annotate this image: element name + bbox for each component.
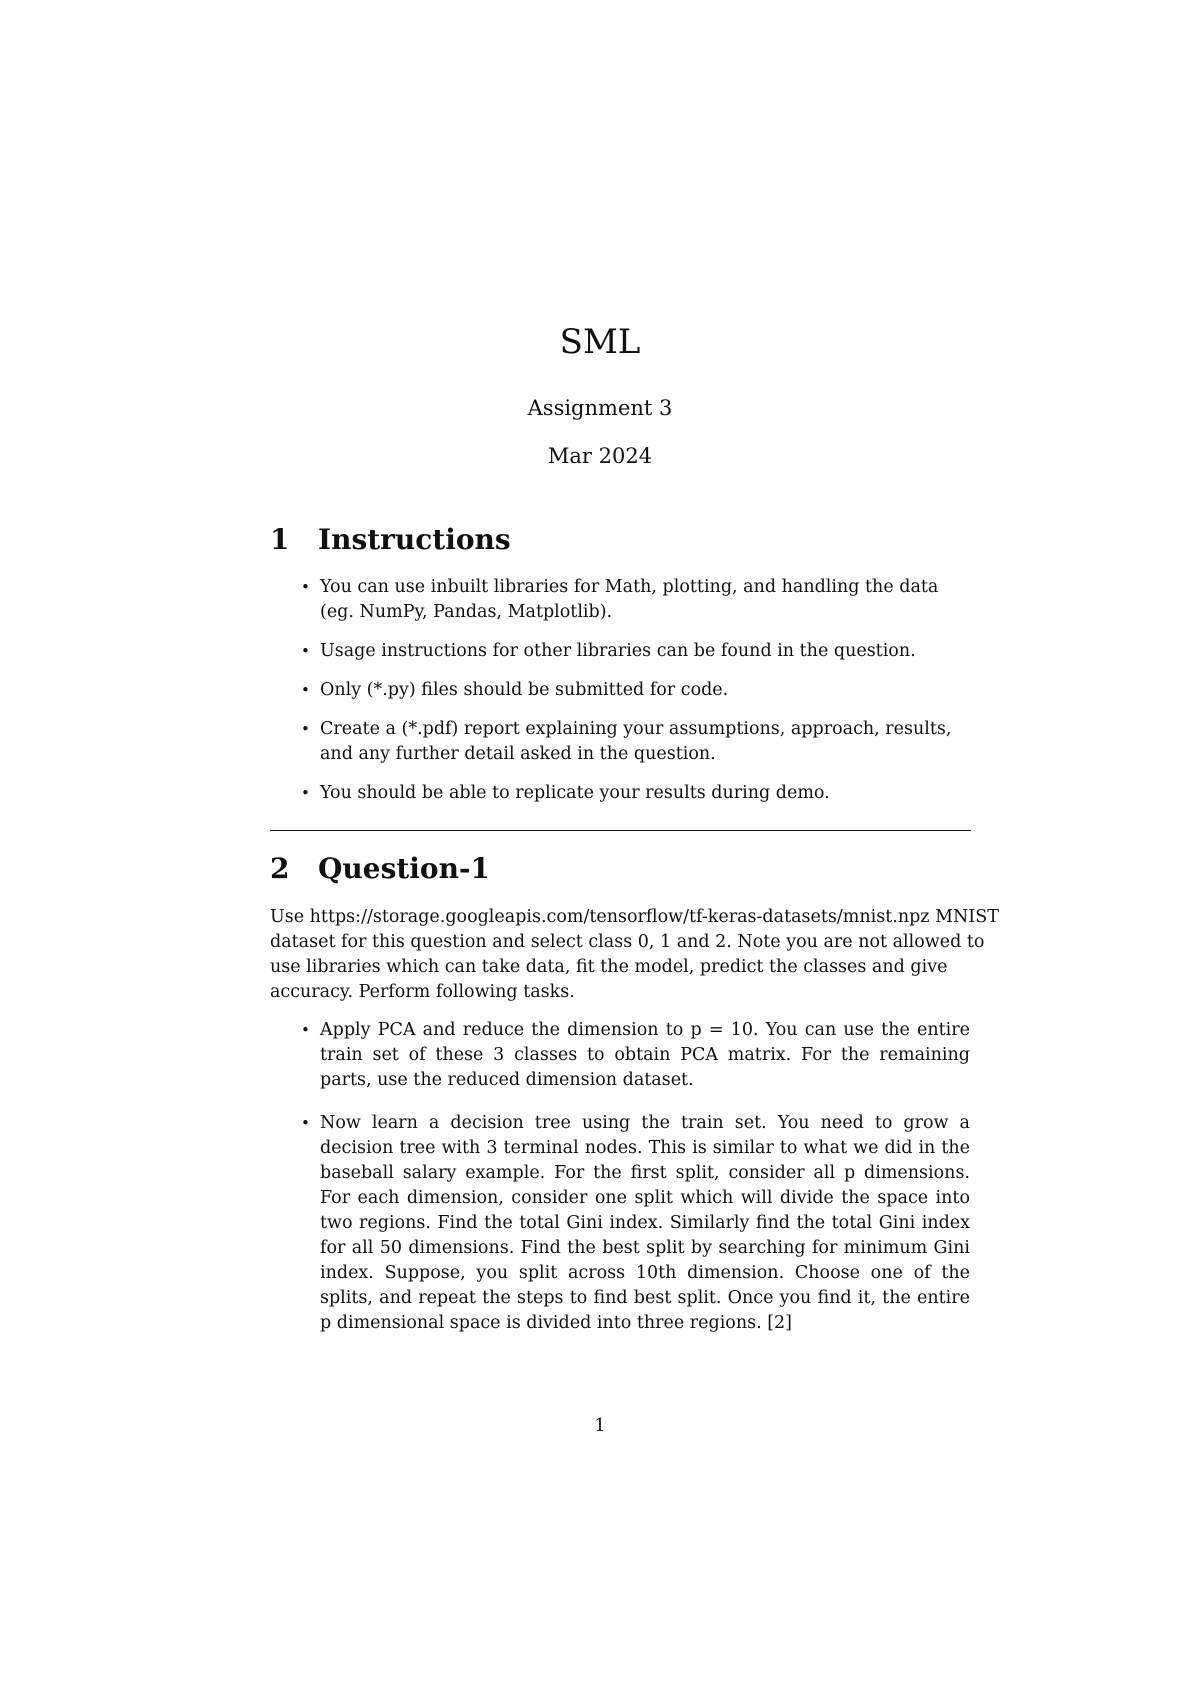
bullet-icon: •: [301, 642, 310, 660]
section-heading-question-1: [270, 852, 490, 886]
list-item: • Create a (*.pdf) report explaining your assumptions, approach, results, and any further detail asked in the question.: [301, 719, 952, 764]
list-item: • Usage instructions for other libraries can be found in the question.: [320, 639, 970, 664]
section-heading-instructions: [270, 523, 511, 557]
section-number: 2: [270, 852, 290, 885]
bullet-icon: •: [301, 1021, 310, 1039]
question-task-list: [301, 1018, 970, 1354]
bullet-icon: •: [301, 720, 310, 738]
document-title: SML: [559, 322, 641, 362]
instructions-list: [301, 575, 970, 820]
bullet-icon: •: [301, 784, 310, 802]
list-item: • Now learn a decision tree using the train set. You need to grow a decision tree with 3 terminal nodes. This is similar to what we did in the baseball salary example. For the first split, consider all p dimensions. For each dimension, consider one split which will divide the space into two regions. Find the total Gini index. Similarly find the total Gini index for all 50 dimensions. Find the best split by searching for minimum Gini index. Suppose, you split across 10th dimension. Choose one of the splits, and repeat the steps to find best split. Once you find it, the entire p dimensional space is divided into three regions. [2]: [301, 1113, 970, 1333]
page-number: 1: [594, 1415, 606, 1436]
bullet-icon: •: [301, 681, 310, 699]
list-item: • You can use inbuilt libraries for Math, plotting, and handling the data (eg. NumPy, Pandas, Matplotlib).: [301, 577, 939, 622]
horizontal-divider: [270, 830, 971, 831]
bullet-icon: •: [301, 578, 310, 596]
document-subtitle: Assignment 3: [527, 396, 673, 420]
list-item: • Only (*.py) files should be submitted for code.: [320, 678, 970, 703]
bullet-icon: •: [301, 1114, 310, 1132]
question-intro-paragraph: Use https://storage.googleapis.com/tensorflow/tf-keras-datasets/mnist.npz MNIST dataset for this question and select class 0, 1 and 2. Note you are not allowed to use libraries which can take data, fit the model, predict the classes and give accuracy. Perform following tasks.: [270, 907, 999, 1002]
section-title: Question-1: [318, 852, 491, 885]
section-title: Instructions: [318, 523, 511, 556]
list-item: • You should be able to replicate your results during demo.: [320, 781, 970, 806]
document-date: Mar 2024: [547, 444, 653, 468]
list-item: • Apply PCA and reduce the dimension to p = 10. You can use the entire train set of these 3 classes to obtain PCA matrix. For the remaining parts, use the reduced dimension dataset.: [301, 1020, 970, 1090]
section-number: 1: [270, 523, 290, 556]
